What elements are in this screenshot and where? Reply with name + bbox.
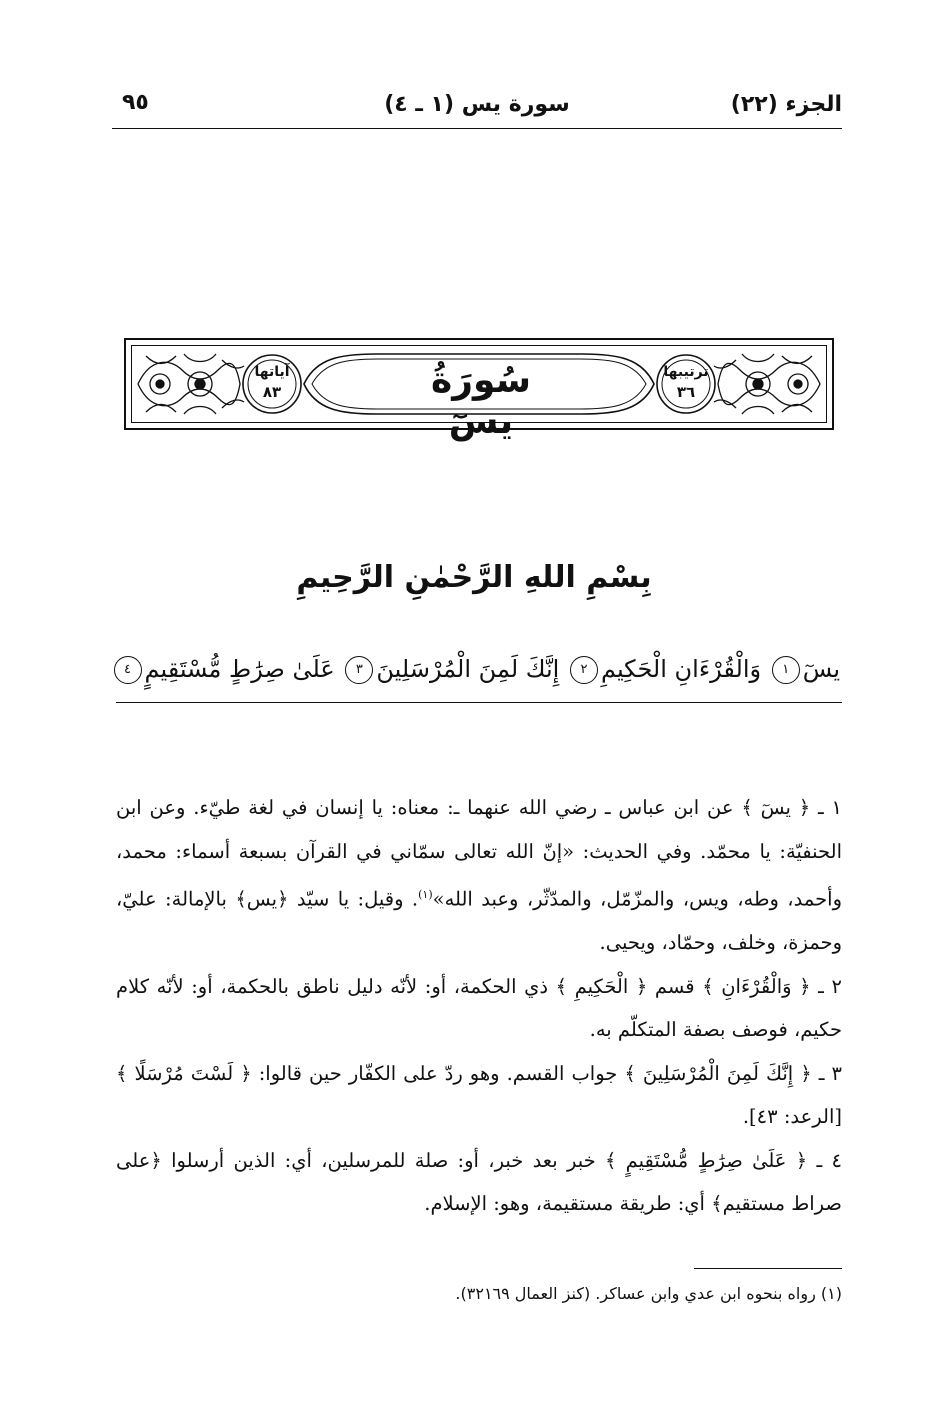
ayah-number-icon: ١: [772, 656, 800, 684]
ayat-label: آياتها: [254, 364, 290, 380]
footnote: (١) رواه بنحوه ابن عدي وابن عساكر. (كنز العمال ٣٢١٦٩).: [455, 1284, 842, 1303]
commentary-text: . وقيل: يا سيّد ﴿يس﴾ بالإمالة: عليّ، وحمزة، وخلف، وحمّاد، ويحيى.: [116, 887, 842, 954]
footnote-reference[interactable]: (١): [418, 888, 433, 901]
verses-divider: [116, 702, 842, 703]
verse-text: يسٓ: [802, 655, 840, 683]
order-medallion: [660, 362, 712, 402]
juz-label: الجزء (٢٢): [730, 92, 842, 117]
ayah-number-icon: ٤: [114, 656, 142, 684]
verse-text: وَالْقُرْءَانِ الْحَكِيمِ: [600, 655, 762, 683]
verse-text: عَلَىٰ صِرَٰطٍ مُّسْتَقِيمٍ: [144, 655, 335, 683]
running-header: [112, 84, 842, 124]
commentary-paragraph: ٢ ـ ﴿ وَالْقُرْءَانِ ﴾ قسم ﴿ الْحَكِيمِ ﴾ ذي الحكمة، أو: لأنّه دليل ناطق بالحكمة، أو: لأنّه كلام حكيم، فوصف بصفة المتكلّم به.: [116, 974, 842, 1041]
ayat-value: ٨٣: [262, 383, 282, 401]
basmala: بِسْمِ اللهِ الرَّحْمٰنِ الرَّحِيمِ: [296, 560, 652, 595]
surah-range-label: سورة يس (١ ـ ٤): [384, 92, 570, 117]
ayah-number-icon: ٢: [570, 656, 598, 684]
surah-title: سُورَةُ يسٓ: [431, 360, 531, 442]
ayah-number-icon: ٣: [345, 656, 373, 684]
commentary: [116, 786, 842, 1226]
verses-line: [116, 646, 840, 692]
surah-banner: [124, 338, 834, 442]
commentary-paragraph: ٤ ـ ﴿ عَلَىٰ صِرَٰطٍ مُّسْتَقِيمٍ ﴾ خبر بعد خبر، أو: صلة للمرسلين، أي: الذين أرسلوا ﴿على صراط مستقيم﴾ أي: طريقة مستقيمة، وهو: الإسلام.: [116, 1148, 842, 1215]
commentary-text: ١ ـ ﴿ يسٓ ﴾ عن ابن عباس ـ رضي الله عنهما ـ: معناه: يا إنسان في لغة طيّء. وعن ابن الحنفيّة: يا محمّد. وفي الحديث: «إنّ الله تعالى سمّاني في القرآن بسبعة أسماء: محمد، وأحمد، وطه، ويس، والمزّمّل، والمدّثّر، وعبد الله»: [116, 796, 842, 911]
footnote-divider: [694, 1268, 842, 1269]
header-divider: [112, 128, 842, 129]
ayat-medallion: [246, 362, 298, 402]
page-number: ٩٥: [122, 90, 149, 115]
commentary-paragraph: [116, 786, 842, 965]
order-value: ٣٦: [676, 383, 696, 401]
order-label: ترتيبها: [663, 364, 709, 380]
commentary-paragraph: ٣ ـ ﴿ إِنَّكَ لَمِنَ الْمُرْسَلِينَ ﴾ جواب القسم. وهو ردّ على الكفّار حين قالوا: ﴿ لَسْتَ مُرْسَلًا ﴾ [الرعد: ٤٣].: [116, 1061, 842, 1128]
verse-text: إِنَّكَ لَمِنَ الْمُرْسَلِينَ: [376, 655, 560, 683]
